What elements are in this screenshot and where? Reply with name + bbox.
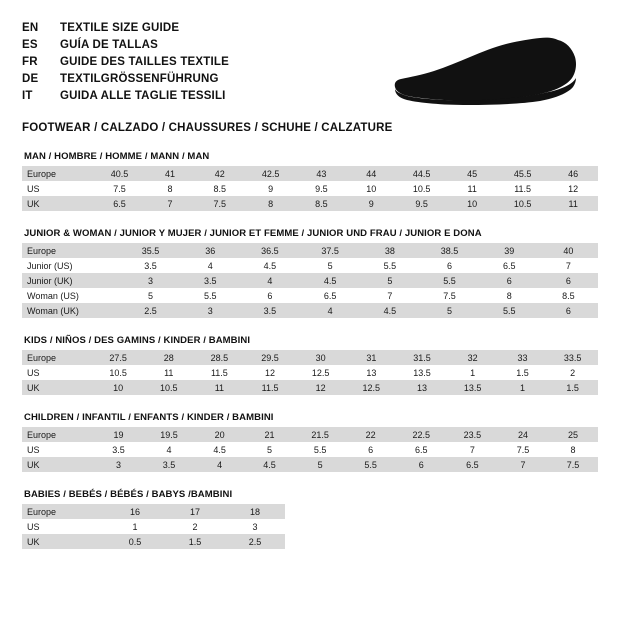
table-cell: 42 xyxy=(195,166,245,181)
language-title: TEXTILE SIZE GUIDE xyxy=(60,22,180,34)
table-cell: 9 xyxy=(245,181,296,196)
row-label: Junior (UK) xyxy=(22,273,120,288)
table-row xyxy=(22,519,285,534)
table-row xyxy=(22,181,598,196)
table-cell: 12 xyxy=(245,365,296,380)
document-header xyxy=(22,20,598,105)
table-cell: 3 xyxy=(181,303,240,318)
language-code: DE xyxy=(22,73,39,85)
language-title: GUÍA DE TALLAS xyxy=(60,39,158,51)
table-cell: 8 xyxy=(548,442,598,457)
table-cell: 5 xyxy=(245,442,295,457)
row-label: Europe xyxy=(22,427,94,442)
language-code: IT xyxy=(22,90,33,102)
row-label: US xyxy=(22,181,94,196)
table-cell: 0.5 xyxy=(105,534,165,549)
language-title: GUIDA ALLE TAGLIE TESSILI xyxy=(60,90,226,102)
table-cell: 19.5 xyxy=(143,427,194,442)
table-cell: 41 xyxy=(145,166,195,181)
table-cell: 3.5 xyxy=(94,442,144,457)
table-cell: 12.5 xyxy=(295,365,346,380)
table-cell: 5 xyxy=(419,303,479,318)
row-label: Europe xyxy=(22,166,94,181)
table-cell: 6 xyxy=(539,303,598,318)
section-title: MAN / HOMBRE / HOMME / MANN / MAN xyxy=(24,151,210,162)
table-cell: 9.5 xyxy=(396,196,447,211)
table-cell: 30 xyxy=(295,350,346,365)
row-label: Woman (US) xyxy=(22,288,120,303)
row-label: Europe xyxy=(22,350,93,365)
table-cell: 45 xyxy=(447,166,497,181)
table-cell: 5 xyxy=(300,258,360,273)
row-label: Junior (US) xyxy=(22,258,120,273)
size-table-babies xyxy=(22,504,285,549)
table-row xyxy=(22,534,285,549)
table-cell: 10 xyxy=(346,181,396,196)
table-cell: 11 xyxy=(194,380,245,395)
table-cell: 10.5 xyxy=(497,196,548,211)
table-cell: 8 xyxy=(145,181,195,196)
table-cell: 1.5 xyxy=(165,534,225,549)
language-title: GUIDE DES TAILLES TEXTILE xyxy=(60,56,229,68)
table-cell: 21 xyxy=(245,427,295,442)
section-title: JUNIOR & WOMAN / JUNIOR Y MUJER / JUNIOR ET FEMME / JUNIOR UND FRAU / JUNIOR E DONA xyxy=(24,228,482,239)
table-cell: 4.5 xyxy=(360,303,419,318)
row-label: UK xyxy=(22,380,93,395)
table-cell: 27.5 xyxy=(93,350,144,365)
section-title: CHILDREN / INFANTIL / ENFANTS / KINDER / BAMBINI xyxy=(24,412,274,423)
table-cell: 5.5 xyxy=(419,273,479,288)
table-cell: 7 xyxy=(447,442,498,457)
table-cell: 28.5 xyxy=(194,350,245,365)
table-cell: 42.5 xyxy=(245,166,296,181)
row-label: Europe xyxy=(22,504,105,519)
table-row xyxy=(22,504,285,519)
table-row xyxy=(22,380,598,395)
section-title: BABIES / BEBÉS / BÉBÉS / BABYS /BAMBINI xyxy=(24,489,233,500)
table-cell: 33.5 xyxy=(547,350,598,365)
table-cell: 6.5 xyxy=(94,196,145,211)
table-cell: 3.5 xyxy=(143,457,194,472)
section-children xyxy=(22,412,598,472)
table-cell: 6 xyxy=(539,273,598,288)
row-label: Woman (UK) xyxy=(22,303,120,318)
table-cell: 29.5 xyxy=(245,350,296,365)
table-cell: 6 xyxy=(346,442,396,457)
table-cell: 4.5 xyxy=(240,258,300,273)
table-row xyxy=(22,273,598,288)
table-cell: 36.5 xyxy=(240,243,300,258)
table-cell: 46 xyxy=(548,166,598,181)
language-title-list xyxy=(22,20,229,105)
section-junior-woman xyxy=(22,228,598,318)
table-cell: 3.5 xyxy=(120,258,180,273)
table-cell: 10 xyxy=(93,380,144,395)
table-cell: 11.5 xyxy=(245,380,296,395)
table-row xyxy=(22,427,598,442)
table-cell: 13 xyxy=(397,380,448,395)
table-cell: 5 xyxy=(120,288,180,303)
table-cell: 44.5 xyxy=(396,166,447,181)
table-cell: 7 xyxy=(498,457,548,472)
size-table-junior-woman xyxy=(22,243,598,318)
language-row xyxy=(22,54,229,71)
table-cell: 4.5 xyxy=(300,273,360,288)
table-cell: 9.5 xyxy=(296,181,346,196)
section-man xyxy=(22,151,598,211)
table-cell: 25 xyxy=(548,427,598,442)
table-cell: 6.5 xyxy=(396,442,447,457)
table-cell: 7.5 xyxy=(498,442,548,457)
table-row xyxy=(22,457,598,472)
table-cell: 1 xyxy=(105,519,165,534)
table-cell: 1.5 xyxy=(498,365,547,380)
table-cell: 17 xyxy=(165,504,225,519)
language-row xyxy=(22,88,229,105)
table-cell: 35.5 xyxy=(120,243,180,258)
table-cell: 19 xyxy=(94,427,144,442)
table-cell: 20 xyxy=(195,427,245,442)
table-cell: 5.5 xyxy=(346,457,396,472)
table-row xyxy=(22,288,598,303)
size-table-man xyxy=(22,166,598,211)
table-cell: 31.5 xyxy=(397,350,448,365)
table-cell: 24 xyxy=(498,427,548,442)
table-cell: 2 xyxy=(547,365,598,380)
dress-shoe-icon xyxy=(390,32,580,110)
bottom-spacer xyxy=(22,549,598,563)
table-cell: 4 xyxy=(240,273,300,288)
language-code: EN xyxy=(22,22,39,34)
table-cell: 22 xyxy=(346,427,396,442)
language-row xyxy=(22,71,229,88)
table-cell: 40 xyxy=(539,243,598,258)
section-kids xyxy=(22,335,598,395)
table-row xyxy=(22,442,598,457)
table-cell: 4 xyxy=(300,303,360,318)
table-cell: 5.5 xyxy=(295,442,346,457)
category-title: FOOTWEAR / CALZADO / CHAUSSURES / SCHUHE / CALZATURE xyxy=(22,122,393,134)
table-cell: 4.5 xyxy=(245,457,295,472)
table-cell: 43 xyxy=(296,166,346,181)
table-cell: 44 xyxy=(346,166,396,181)
row-label: US xyxy=(22,442,94,457)
table-cell: 2.5 xyxy=(120,303,180,318)
table-cell: 5 xyxy=(295,457,346,472)
table-cell: 9 xyxy=(346,196,396,211)
table-cell: 32 xyxy=(447,350,498,365)
table-cell: 6 xyxy=(480,273,539,288)
table-cell: 31 xyxy=(346,350,397,365)
table-cell: 22.5 xyxy=(396,427,447,442)
table-cell: 10 xyxy=(447,196,497,211)
table-cell: 3.5 xyxy=(240,303,300,318)
table-cell: 6.5 xyxy=(300,288,360,303)
language-row xyxy=(22,37,229,54)
table-cell: 2.5 xyxy=(225,534,285,549)
table-row xyxy=(22,350,598,365)
table-cell: 4 xyxy=(143,442,194,457)
table-cell: 38 xyxy=(360,243,419,258)
row-label: US xyxy=(22,519,105,534)
table-cell: 8.5 xyxy=(195,181,245,196)
language-code: ES xyxy=(22,39,38,51)
table-cell: 36 xyxy=(181,243,240,258)
language-row xyxy=(22,20,229,37)
row-label: UK xyxy=(22,534,105,549)
table-cell: 21.5 xyxy=(295,427,346,442)
table-cell: 13.5 xyxy=(397,365,448,380)
table-cell: 38.5 xyxy=(419,243,479,258)
table-cell: 10.5 xyxy=(143,380,194,395)
size-table-children xyxy=(22,427,598,472)
table-cell: 37.5 xyxy=(300,243,360,258)
table-cell: 6 xyxy=(240,288,300,303)
table-cell: 13 xyxy=(346,365,397,380)
table-cell: 23.5 xyxy=(447,427,498,442)
table-cell: 3 xyxy=(225,519,285,534)
table-cell: 3 xyxy=(94,457,144,472)
table-cell: 40.5 xyxy=(94,166,145,181)
table-cell: 1.5 xyxy=(547,380,598,395)
table-cell: 7 xyxy=(360,288,419,303)
row-label: UK xyxy=(22,196,94,211)
table-cell: 28 xyxy=(143,350,194,365)
table-cell: 7.5 xyxy=(94,181,145,196)
table-cell: 8.5 xyxy=(539,288,598,303)
table-cell: 1 xyxy=(447,365,498,380)
table-cell: 11.5 xyxy=(497,181,548,196)
size-table-kids xyxy=(22,350,598,395)
table-cell: 33 xyxy=(498,350,547,365)
row-label: UK xyxy=(22,457,94,472)
section-babies xyxy=(22,489,598,549)
table-cell: 13.5 xyxy=(447,380,498,395)
table-cell: 7.5 xyxy=(419,288,479,303)
table-row xyxy=(22,303,598,318)
table-cell: 6 xyxy=(419,258,479,273)
table-cell: 4 xyxy=(195,457,245,472)
table-cell: 7 xyxy=(145,196,195,211)
table-cell: 8.5 xyxy=(296,196,346,211)
table-row xyxy=(22,365,598,380)
table-cell: 2 xyxy=(165,519,225,534)
table-cell: 6 xyxy=(396,457,447,472)
table-cell: 4.5 xyxy=(195,442,245,457)
table-cell: 8 xyxy=(245,196,296,211)
table-cell: 4 xyxy=(181,258,240,273)
table-cell: 12.5 xyxy=(346,380,397,395)
language-code: FR xyxy=(22,56,38,68)
table-cell: 11 xyxy=(447,181,497,196)
row-label: US xyxy=(22,365,93,380)
table-cell: 45.5 xyxy=(497,166,548,181)
table-cell: 11 xyxy=(548,196,598,211)
table-row xyxy=(22,243,598,258)
language-title: TEXTILGRÖSSENFÜHRUNG xyxy=(60,73,219,85)
table-cell: 16 xyxy=(105,504,165,519)
table-cell: 12 xyxy=(295,380,346,395)
table-row xyxy=(22,196,598,211)
section-title: KIDS / NIÑOS / DES GAMINS / KINDER / BAMBINI xyxy=(24,335,251,346)
table-cell: 10.5 xyxy=(93,365,144,380)
table-cell: 7.5 xyxy=(548,457,598,472)
table-cell: 6.5 xyxy=(480,258,539,273)
table-row xyxy=(22,166,598,181)
table-cell: 3 xyxy=(120,273,180,288)
table-cell: 10.5 xyxy=(396,181,447,196)
table-cell: 5.5 xyxy=(360,258,419,273)
row-label: Europe xyxy=(22,243,120,258)
table-cell: 6.5 xyxy=(447,457,498,472)
table-cell: 5 xyxy=(360,273,419,288)
table-cell: 7 xyxy=(539,258,598,273)
table-cell: 39 xyxy=(480,243,539,258)
table-cell: 1 xyxy=(498,380,547,395)
table-cell: 8 xyxy=(480,288,539,303)
table-cell: 3.5 xyxy=(181,273,240,288)
table-cell: 12 xyxy=(548,181,598,196)
table-cell: 11 xyxy=(143,365,194,380)
table-cell: 11.5 xyxy=(194,365,245,380)
table-cell: 18 xyxy=(225,504,285,519)
table-cell: 7.5 xyxy=(195,196,245,211)
table-cell: 5.5 xyxy=(181,288,240,303)
table-row xyxy=(22,258,598,273)
table-cell: 5.5 xyxy=(480,303,539,318)
